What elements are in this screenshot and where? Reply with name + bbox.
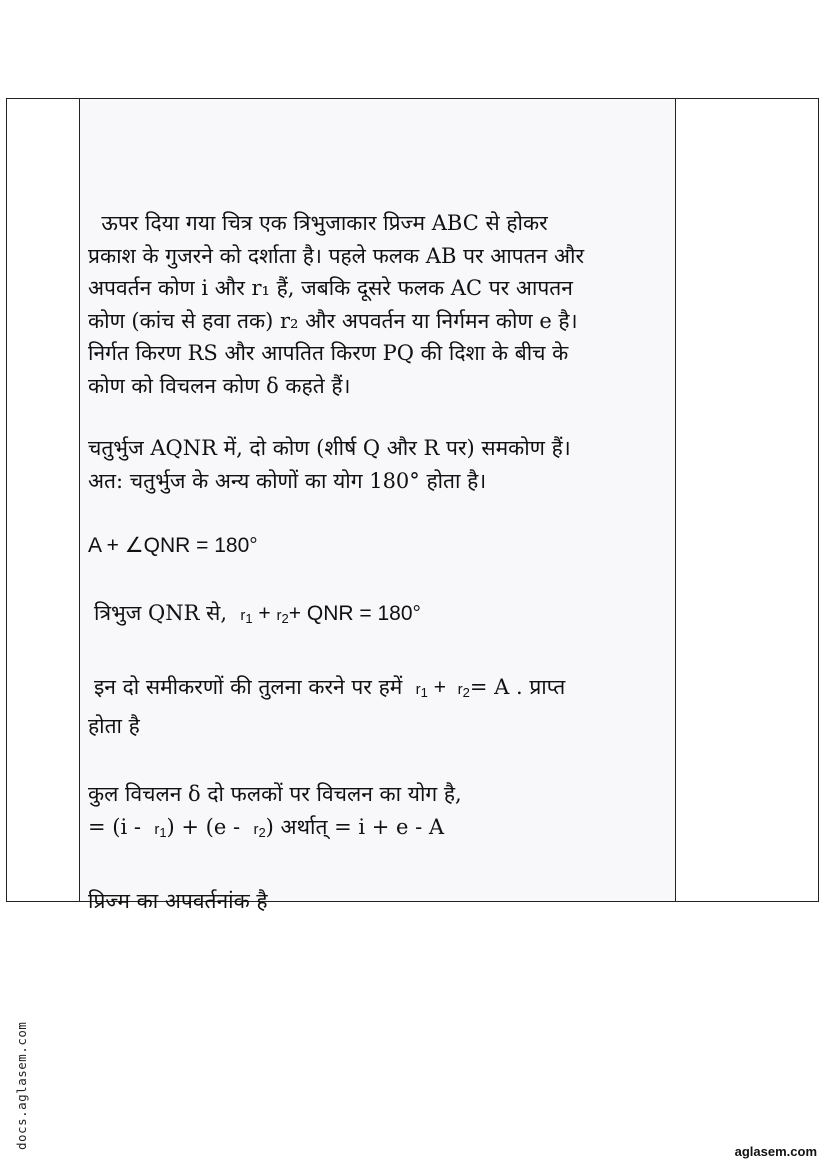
side-watermark: docs.aglasem.com (14, 1021, 29, 1150)
triangle-prefix: त्रिभुज QNR से, (94, 600, 241, 625)
deviation-equation (88, 811, 668, 850)
r1-symbol: r (154, 820, 160, 838)
quad-line: अत: चतुर्भुज के अन्य कोणों का योग 180° होता है। (88, 468, 487, 493)
answer-table (6, 98, 819, 913)
refractive-index-line: प्रिज्म का अपवर्तनांक है (88, 889, 268, 913)
intro-line: निर्गत किरण RS और आपतित किरण PQ की दिशा के बीच के (88, 341, 569, 365)
marks-cell (676, 99, 818, 901)
equation-1: A + ∠QNR = 180° (88, 534, 258, 557)
r1-symbol: r (240, 606, 246, 624)
plus-sign: + (427, 676, 458, 699)
intro-line: अपवर्तन कोण i और r₁ हैं, जबकि दूसरे फलक AC पर आपतन (88, 276, 573, 300)
r2-subscript: 2 (258, 824, 266, 840)
compare-rest: = A . प्राप्त (469, 675, 566, 699)
triangle-equation (88, 597, 668, 636)
intro-line: कोण (कांच से हवा तक) r₂ और अपवर्तन या निर्गमन कोण e है। (88, 308, 578, 333)
deviation-part: = (i - (88, 814, 155, 839)
footer-brand: aglasem.com (734, 1144, 817, 1159)
answer-cell (80, 99, 676, 913)
compare-line (88, 671, 668, 710)
r2-subscript: 2 (462, 685, 470, 700)
answer-text (88, 207, 668, 918)
compare-prefix: इन दो समीकरणों की तुलना करने पर हमें (94, 675, 416, 699)
r1-symbol: r (415, 681, 421, 698)
plus-sign: + (252, 601, 277, 625)
deviation-part: ) + (e - (166, 814, 254, 839)
r2-symbol: r (253, 820, 259, 838)
quad-line: चतुर्भुज AQNR में, दो कोण (शीर्ष Q और R पर) समकोण हैं। (88, 436, 571, 460)
intro-line: प्रकाश के गुजरने को दर्शाता है। पहले फलक AB पर आपतन और (88, 243, 585, 268)
r1-subscript: 1 (159, 824, 167, 840)
intro-line: ऊपर दिया गया चित्र एक त्रिभुजाकार प्रिज्म ABC से होकर (88, 211, 548, 235)
deviation-part: ) अर्थात् = i + e - A (265, 814, 445, 839)
question-number-cell (7, 99, 80, 901)
compare-line-2: होता है (88, 713, 140, 738)
r1-subscript: 1 (245, 610, 253, 626)
deviation-line: कुल विचलन δ दो फलकों पर विचलन का योग है, (88, 782, 462, 806)
triangle-rest: + QNR = 180° (288, 601, 421, 625)
r2-subscript: 2 (281, 610, 289, 626)
r2-symbol: r (457, 681, 463, 698)
intro-line: कोण को विचलन कोण δ कहते हैं। (88, 373, 351, 398)
r1-subscript: 1 (420, 685, 428, 700)
r2-symbol: r (276, 606, 282, 624)
